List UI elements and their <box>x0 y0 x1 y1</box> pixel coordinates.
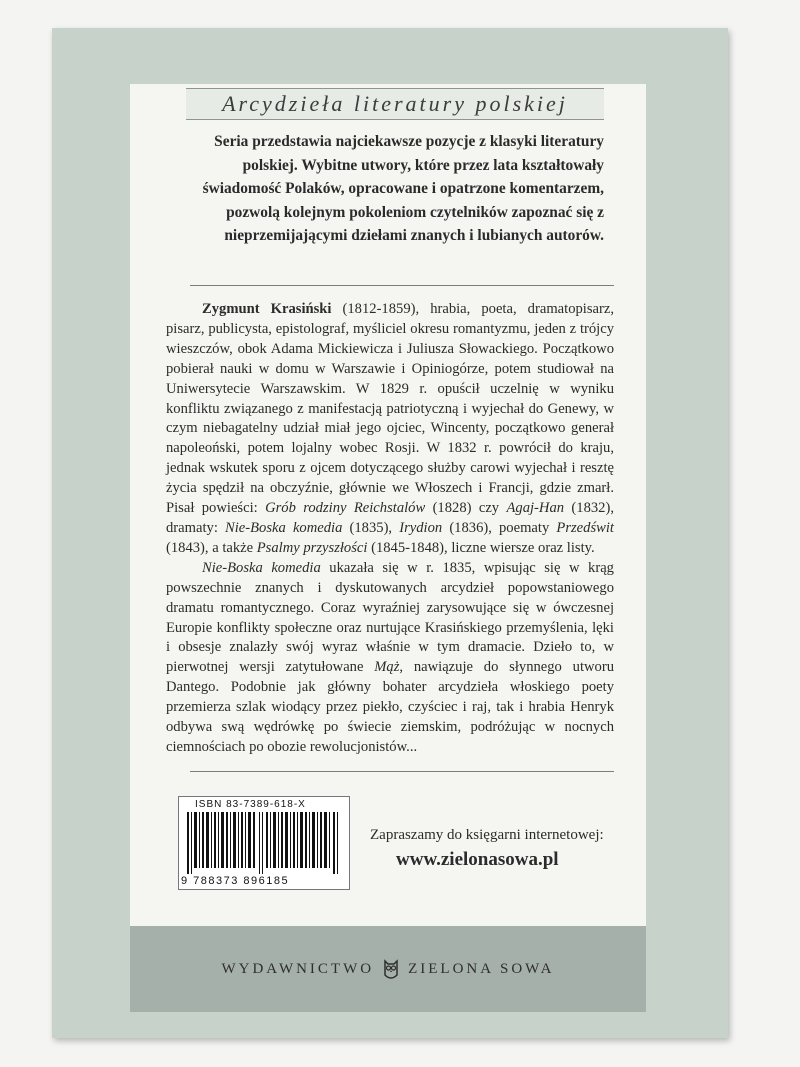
bio-text: (1835), <box>342 519 400 536</box>
work-title: Przedświt <box>556 519 614 536</box>
shop-invitation: Zapraszamy do księgarni internetowej: <box>370 827 604 843</box>
bio-paragraph-1 <box>166 300 614 559</box>
bio-text: (1836), poematy <box>442 519 557 536</box>
publisher-name-part1: WYDAWNICTWO <box>221 960 375 977</box>
bio-text: ukazała się w r. 1835, wpisując się w krąg powszechnie znanych i dyskutowanych arcydzieł popowstaniowego dramatu romantycznego. Coraz wyraźniej zarysowujące się w ówczesnej Europie konflikty społeczne oraz nurtujące Krasińskiego przemyślenia, lęki i obsesje znalazły swój wyraz właśnie w tym dramacie. Dzieło to, w pierwotnej wersji zatytułowane <box>166 559 614 676</box>
bio-text: (1832), dramaty: <box>166 500 614 536</box>
author-bio <box>166 300 614 758</box>
barcode-bars <box>183 812 345 874</box>
work-title: Nie-Boska komedia <box>225 519 343 536</box>
work-title: Nie-Boska komedia <box>202 559 321 576</box>
bio-text: (1828) czy <box>425 500 507 517</box>
divider-bottom <box>190 771 614 772</box>
divider-top <box>190 285 614 286</box>
work-title: Mąż <box>374 659 400 676</box>
series-title-band <box>186 88 604 120</box>
work-title: Agaj-Han <box>506 500 565 517</box>
isbn-label: ISBN 83-7389-618-X <box>195 799 306 810</box>
shop-url-link[interactable]: www.zielonasowa.pl <box>396 849 559 870</box>
author-name: Zygmunt Krasiński <box>202 301 332 317</box>
bio-paragraph-2 <box>166 559 614 758</box>
bio-text: (1845-1848), liczne wiersze oraz listy. <box>367 539 595 556</box>
publisher-name-part2: ZIELONA SOWA <box>408 960 555 977</box>
isbn-barcode <box>178 796 350 890</box>
series-description: Seria przedstawia najciekawsze pozycje z klasyki literatury polskiej. Wybitne utwory, które przez lata kształtowały świadomość Polaków, opracowane i opatrzone komentarzem, pozwolą kolejnym pokoleniom czytelników zapoznać się z nieprzemijającymi dziełami znanych i lubianych autorów. <box>202 133 604 245</box>
series-title: Arcydzieła literatury polskiej <box>222 91 568 116</box>
work-title: Grób rodziny Reichstalów <box>265 500 426 517</box>
bio-text: (1812-1859), hrabia, poeta, dramatopisarz, pisarz, publicysta, epistolograf, myśliciel okresu romantyzmu, jeden z trójcy wieszczów, obok Adama Mickiewicza i Juliusza Słowackiego. Początkowo pobierał nauki w domu w Warszawie i Opiniogórze, potem studiował na Uniwersytecie Warszawskim. W 1829 r. opuścił uczelnię w wyniku konfliktu związanego z manifestacją patriotyczną i wyjechał do Genewy, w czym niebagatelny udział miał jego ojciec, Wincenty, początkowo generał napoleoński, potem lojalny wobec Rosji. W 1832 r. powrócił do kraju, jednak wskutek sporu z ojcem dotyczącego służby carowi wyjechał i resztę życia spędził na obczyźnie, głównie we Włoszech i Francji, gdzie zmarł. Pisał powieści: <box>166 301 614 517</box>
bio-text: (1843), a także <box>166 539 257 556</box>
ean-number: 9 788373 896185 <box>181 875 290 887</box>
publisher-footer <box>130 926 646 1012</box>
owl-logo-icon <box>382 957 400 981</box>
bio-text: , nawiązuje do słynnego utworu Dantego. Podobnie jak główny bohater arcydzieła włoskiego poety przemierza szlak wiodący przez piekło, czyściec i raj, tak i hrabia Henryk odbywa swą wędrówkę po świecie ziemskim, podróżując w nocnych ciemnościach po obozie rewolucjonistów... <box>166 659 614 755</box>
work-title: Psalmy przyszłości <box>256 539 368 556</box>
work-title: Irydion <box>399 519 443 536</box>
